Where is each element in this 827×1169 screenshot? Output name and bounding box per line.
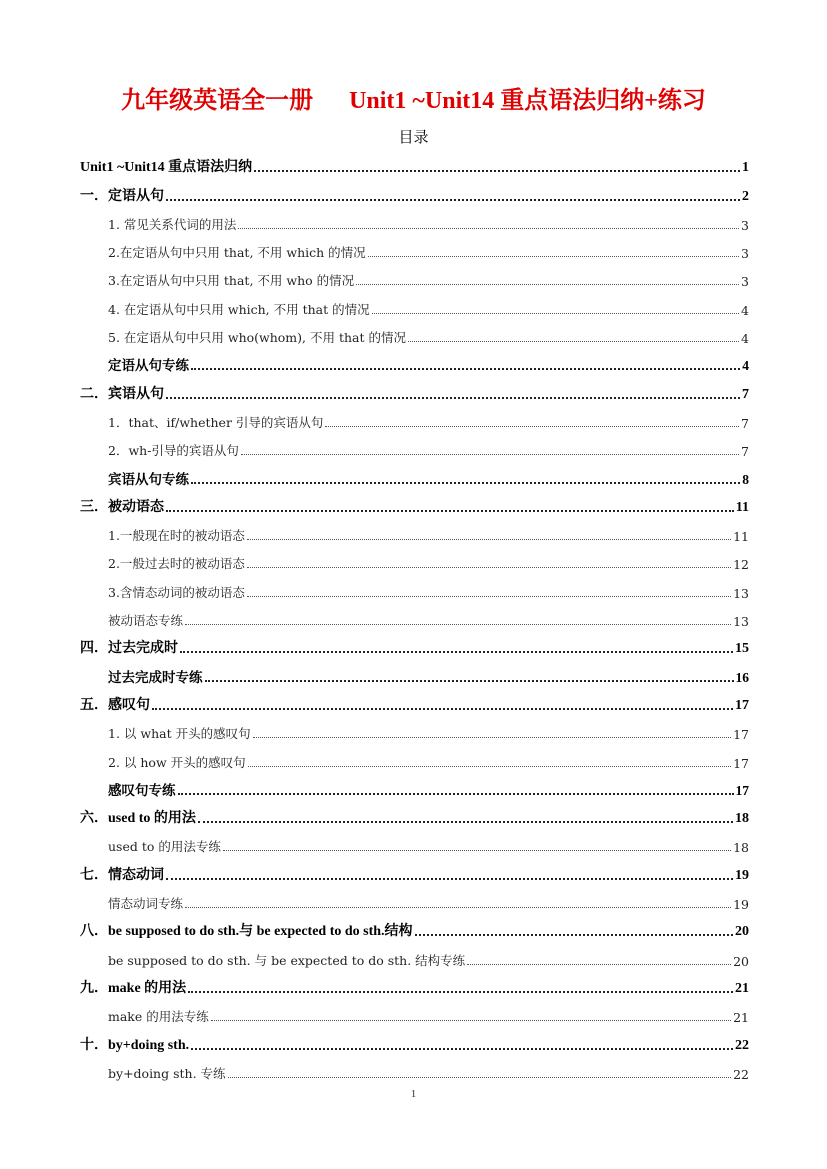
- toc-dot-leader: [198, 821, 733, 823]
- toc-entry-label: 1. 以 what 开头的感叹句: [108, 726, 251, 742]
- toc-entry[interactable]: [80, 861, 749, 889]
- toc-entry[interactable]: [80, 578, 749, 606]
- toc-dot-leader: [372, 313, 739, 314]
- toc-entry-page: 21: [735, 980, 749, 996]
- toc-heading: 目录: [398, 128, 429, 146]
- toc-dot-leader: [253, 737, 732, 738]
- toc-entry-page: 11: [735, 499, 749, 515]
- toc-dot-leader: [415, 934, 733, 936]
- toc-entry-label: 情态动词专练: [108, 896, 184, 912]
- toc-entry[interactable]: [80, 805, 749, 833]
- toc-entry[interactable]: [80, 494, 749, 522]
- toc-dot-leader: [166, 878, 733, 880]
- toc-entry-label: make 的用法专练: [108, 1009, 209, 1025]
- toc-entry-label: 七．情态动词: [80, 867, 164, 883]
- toc-entry[interactable]: [80, 1003, 749, 1031]
- toc-entry-label: 3.在定语从句中只用 that, 不用 who 的情况: [108, 273, 355, 289]
- toc-entry-label: be supposed to do sth. 与 be expected to do sth. 结构专练: [108, 952, 466, 968]
- toc-entry-page: 7: [741, 444, 749, 460]
- toc-entry-label: 一．定语从句: [80, 188, 164, 204]
- toc-dot-leader: [254, 170, 740, 172]
- toc-dot-leader: [166, 397, 740, 399]
- toc-entry[interactable]: [80, 1031, 749, 1059]
- toc-entry-page: 20: [733, 953, 749, 969]
- toc-entry[interactable]: [80, 748, 749, 776]
- toc-entry-label: 1．that、if/whether 引导的宾语从句: [108, 414, 324, 430]
- toc-entry[interactable]: [80, 324, 749, 352]
- toc-dot-leader: [185, 907, 731, 908]
- toc-entry[interactable]: [80, 607, 749, 635]
- toc-dot-leader: [325, 426, 739, 427]
- toc-entry[interactable]: [80, 918, 749, 946]
- toc-entry-label: 2.一般过去时的被动语态: [108, 556, 245, 572]
- toc-entry-page: 3: [741, 274, 749, 290]
- toc-dot-leader: [368, 256, 739, 257]
- toc-entry-page: 22: [735, 1037, 749, 1053]
- toc-entry-page: 22: [733, 1066, 749, 1082]
- toc-entry-page: 15: [735, 641, 749, 657]
- toc-dot-leader: [247, 596, 731, 597]
- toc-entry-page: 7: [742, 386, 749, 402]
- toc-entry[interactable]: [80, 437, 749, 465]
- toc-entry-page: 17: [735, 782, 749, 798]
- toc-entry[interactable]: [80, 777, 749, 805]
- toc-dot-leader: [205, 680, 734, 682]
- toc-entry-label: 2.在定语从句中只用 that, 不用 which 的情况: [108, 245, 366, 261]
- toc-dot-leader: [191, 482, 740, 484]
- toc-entry-page: 16: [735, 669, 749, 685]
- toc-entry[interactable]: [80, 295, 749, 323]
- toc-entry-label: 1.一般现在时的被动语态: [108, 528, 245, 544]
- toc-entry-label: 4. 在定语从句中只用 which, 不用 that 的情况: [108, 301, 370, 317]
- toc-dot-leader: [166, 199, 740, 201]
- toc-dot-leader: [408, 341, 739, 342]
- toc-entry-page: 4: [742, 358, 749, 374]
- toc-entry[interactable]: [80, 522, 749, 550]
- toc-entry-label: 定语从句专练: [108, 358, 189, 374]
- toc-entry-page: 11: [733, 529, 749, 545]
- toc-entry-page: 3: [741, 246, 749, 262]
- toc-entry[interactable]: [80, 267, 749, 295]
- toc-dot-leader: [188, 991, 733, 993]
- document-title: [0, 80, 827, 115]
- toc-dot-leader: [166, 510, 734, 512]
- toc-entry-page: 13: [733, 585, 749, 601]
- toc-entry[interactable]: [80, 239, 749, 267]
- table-of-contents: [80, 154, 749, 1088]
- toc-entry[interactable]: [80, 409, 749, 437]
- toc-dot-leader: [152, 708, 733, 710]
- toc-entry[interactable]: [80, 465, 749, 493]
- toc-entry-page: 19: [733, 897, 749, 913]
- toc-entry-label: 八．be supposed to do sth.与 be expected to do sth.结构: [80, 924, 413, 940]
- toc-entry[interactable]: [80, 635, 749, 663]
- toc-dot-leader: [247, 539, 731, 540]
- toc-entry[interactable]: [80, 720, 749, 748]
- toc-entry[interactable]: [80, 975, 749, 1003]
- toc-entry[interactable]: [80, 380, 749, 408]
- toc-entry-label: Unit1 ~Unit14 重点语法归纳: [80, 160, 253, 176]
- toc-entry[interactable]: [80, 211, 749, 239]
- toc-entry-page: 19: [735, 867, 749, 883]
- toc-entry[interactable]: [80, 946, 749, 974]
- toc-entry[interactable]: [80, 663, 749, 691]
- toc-dot-leader: [467, 964, 731, 965]
- toc-dot-leader: [238, 228, 739, 229]
- toc-entry-label: 四．过去完成时: [80, 641, 178, 657]
- toc-entry-page: 1: [742, 160, 749, 176]
- toc-entry-label: 十．by+doing sth.: [80, 1037, 190, 1053]
- toc-entry-page: 18: [735, 811, 749, 827]
- toc-entry[interactable]: [80, 890, 749, 918]
- toc-dot-leader: [247, 567, 731, 568]
- toc-entry-label: 过去完成时专练: [108, 669, 203, 685]
- toc-entry-label: 宾语从句专练: [108, 471, 189, 487]
- toc-entry-label: 5. 在定语从句中只用 who(whom), 不用 that 的情况: [108, 330, 406, 346]
- toc-entry-label: 2. 以 how 开头的感叹句: [108, 754, 246, 770]
- toc-entry-label: 六．used to 的用法: [80, 811, 196, 827]
- toc-entry-label: 三．被动语态: [80, 499, 164, 515]
- toc-entry-page: 3: [741, 217, 749, 233]
- toc-dot-leader: [211, 1020, 731, 1021]
- toc-entry[interactable]: [80, 182, 749, 210]
- toc-entry-page: 17: [733, 755, 749, 771]
- toc-dot-leader: [228, 1077, 732, 1078]
- toc-entry-page: 7: [741, 415, 749, 431]
- toc-entry-page: 12: [733, 557, 749, 573]
- toc-dot-leader: [248, 766, 731, 767]
- toc-entry-label: 九．make 的用法: [80, 980, 187, 996]
- toc-entry[interactable]: [80, 692, 749, 720]
- toc-entry-page: 4: [741, 302, 749, 318]
- toc-dot-leader: [191, 368, 740, 370]
- toc-dot-leader: [356, 284, 739, 285]
- toc-entry-page: 18: [733, 840, 749, 856]
- toc-entry-page: 4: [741, 331, 749, 347]
- toc-entry-label: by+doing sth. 专练: [108, 1065, 226, 1081]
- toc-entry-page: 8: [742, 471, 749, 487]
- toc-dot-leader: [180, 651, 733, 653]
- toc-entry-label: 五．感叹句: [80, 697, 150, 713]
- toc-dot-leader: [178, 793, 734, 795]
- toc-entry-label: 感叹句专练: [108, 782, 176, 798]
- toc-dot-leader: [223, 850, 731, 851]
- toc-entry-label: used to 的用法专练: [108, 839, 221, 855]
- toc-entry[interactable]: [80, 1060, 749, 1088]
- page-number-footer: 1: [410, 1088, 417, 1100]
- toc-entry-label: 2．wh-引导的宾语从句: [108, 443, 239, 459]
- toc-entry[interactable]: [80, 550, 749, 578]
- toc-dot-leader: [241, 454, 739, 455]
- toc-entry-label: 3.含情态动词的被动语态: [108, 584, 245, 600]
- title-part-units: Unit1 ~Unit14 重点语法归纳+练习: [349, 88, 706, 114]
- toc-entry-label: 被动语态专练: [108, 613, 184, 629]
- toc-entry-label: 1. 常见关系代词的用法: [108, 216, 237, 232]
- toc-entry-page: 20: [735, 924, 749, 940]
- toc-entry[interactable]: [80, 352, 749, 380]
- toc-entry-page: 17: [733, 727, 749, 743]
- toc-entry-page: 2: [742, 188, 749, 204]
- toc-entry-page: 13: [733, 614, 749, 630]
- toc-entry-page: 17: [735, 697, 749, 713]
- title-part-grade: 九年级英语全一册: [121, 88, 314, 114]
- toc-entry[interactable]: [80, 833, 749, 861]
- toc-entry-page: 21: [733, 1010, 749, 1026]
- toc-entry[interactable]: [80, 154, 749, 182]
- toc-entry-label: 二．宾语从句: [80, 386, 164, 402]
- toc-dot-leader: [191, 1048, 733, 1050]
- toc-dot-leader: [185, 624, 731, 625]
